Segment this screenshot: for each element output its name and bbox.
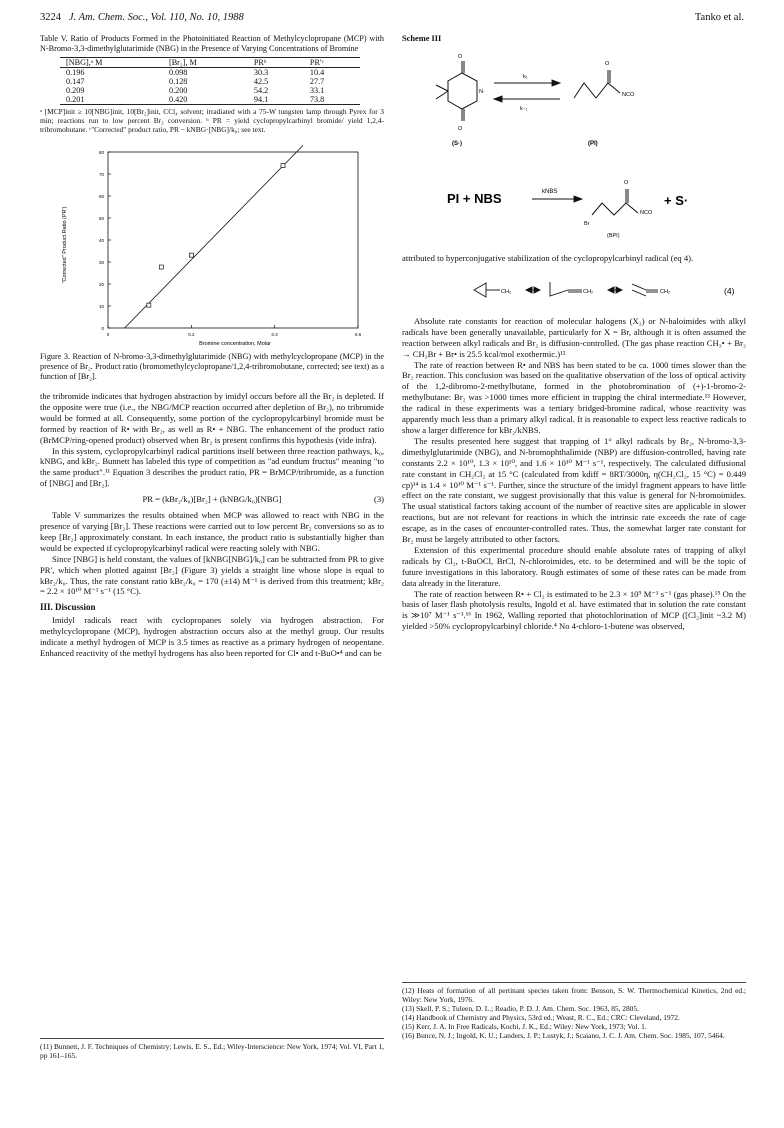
table-header: PR′ᶜ bbox=[309, 58, 324, 67]
paragraph: The rate of reaction between R• and NBS has been stated to be ca. 1000 times slower than the Br₂ reaction. This conclusion was based on the qualitative observation of the loss of optical activity of the 1,2-dibromo-2-methylbutane, formed in the photobromination of (+)-1-bromo-2-methylbutane: Br₂ was >1000 times more efficient in trapping the chiral intermediate.¹³ However, the radical in these experiments was a tertiary bridged-bromine radical, whose reactivity was apparently much less than a primary alkyl radical. It is reasonable to expect less reactive radicals to show a larger difference for kBr₂/kNBS. bbox=[402, 359, 746, 435]
journal-citation: J. Am. Chem. Soc., Vol. 110, No. 10, 1988 bbox=[68, 12, 244, 23]
paragraph: Absolute rate constants for reaction of molecular halogens (X₂) or N-haloimides with alkyl radicals have been generally unavailable, particularly for X = Br, although it is often assumed the reaction between alkyl radicals and Br₂ is diffusion-controlled. (The gas phase reaction CH₃• + Br₂ → CH₃Br + Br• is 25.5 kcal/mol exothermic.)¹² bbox=[402, 315, 746, 359]
y-tick-label: 80 bbox=[98, 150, 104, 155]
y-axis-label: "Corrected" Product Ratio (PR') bbox=[62, 206, 68, 284]
reference: (12) Heats of formation of all pertinant species taken from: Benson, S. W. Thermochemical Kinetics, 2nd ed.; Wiley: New York, 1976. bbox=[402, 986, 746, 1004]
table-cell: 27.7 bbox=[309, 77, 325, 86]
footnote-rule bbox=[402, 982, 746, 983]
reference: (15) Kerr, J. A. In Free Radicals, Kochi, J. K., Ed.; Wiley: New York, 1973; Vol. 1. bbox=[402, 1022, 647, 1031]
table-cell: 0.147 bbox=[66, 77, 85, 86]
table-cell: 73.8 bbox=[309, 95, 325, 104]
ch2-label: CH₂ bbox=[501, 288, 512, 295]
x-axis-label: Bromine concentration, Molar bbox=[199, 341, 271, 347]
pi-structure bbox=[574, 70, 620, 98]
nitrogen-radical-label: N· bbox=[479, 89, 485, 95]
x-tick-label: 0.2 bbox=[188, 332, 195, 337]
ch2-label: CH₂ bbox=[660, 288, 671, 295]
right-column bbox=[402, 34, 746, 632]
table-cell: 0.201 bbox=[66, 95, 85, 104]
data-point bbox=[159, 265, 163, 269]
table-cell: 54.2 bbox=[253, 86, 269, 95]
oxygen-label: O bbox=[624, 180, 629, 186]
nco-label: NCO bbox=[622, 92, 635, 98]
k-minus-1-label: k₋₁ bbox=[520, 106, 528, 112]
s-radical-label: (S·) bbox=[452, 141, 462, 147]
table-cell: 42.5 bbox=[253, 77, 269, 86]
right-footnotes bbox=[402, 986, 746, 1040]
table-cell: 10.4 bbox=[309, 68, 325, 77]
data-point bbox=[189, 253, 193, 257]
y-tick-label: 30 bbox=[98, 260, 104, 265]
table-row bbox=[60, 68, 360, 78]
table-cell: 0.196 bbox=[66, 68, 85, 77]
bromine-label: Br bbox=[584, 221, 590, 227]
equation-number: (3) bbox=[373, 494, 384, 505]
pi-label: (PI) bbox=[588, 141, 598, 147]
table-header: [NBG],ᵃ M bbox=[66, 58, 103, 67]
running-header bbox=[40, 12, 744, 23]
authors: Tanko et al. bbox=[694, 12, 744, 23]
oxygen-label: O bbox=[458, 54, 463, 60]
reference: (13) Skell, P. S.; Tuleen, D. L.; Readio, P. D. J. Am. Chem. Soc. 1963, 85, 2805. bbox=[402, 1004, 639, 1013]
table-cell: 0.098 bbox=[168, 68, 188, 77]
section-heading: III. Discussion bbox=[40, 602, 96, 613]
reference: (16) Bunce, N. J.; Ingold, K. U.; Landers, J. P.; Lustyk, J.; Scaiano, J. C. J. Am. Chem. Soc. 1985, 107, 5464. bbox=[402, 1031, 725, 1040]
imidyl-radical-structure bbox=[436, 61, 477, 121]
equation-number: (4) bbox=[724, 285, 735, 296]
y-tick-label: 40 bbox=[98, 238, 104, 243]
paragraph: Since [NBG] is held constant, the values of [kNBG[NBG]/k₀] can be subtracted from PR to give PR′, which when plotted against [Br₂] (Figure 3) yields a straight line whose slope is equal to kBr₂/k₀. Thus, the rate constant ratio kBr₂/k₀ = 170 (±14) M⁻¹ is derived from this treatment; kBr₂ = 2.2 × 10¹⁰ M⁻¹ s⁻¹ (15 °C). bbox=[40, 553, 384, 597]
table-header: PRᵇ bbox=[253, 58, 267, 67]
plot-frame bbox=[108, 152, 358, 328]
paragraph: Table V summarizes the results obtained when MCP was allowed to react with NBG in the presence of varying [Br₂]. These reactions were carried out to low percent Br₂ conversions so as to keep [Br₂] approximately constant. In each instance, the product ratio is substantially higher than would be expected if cyclopropylcarbinyl radical were reacting solely with NBG. bbox=[40, 510, 384, 553]
paragraph: Imidyl radicals react with cyclopropanes solely via hydrogen abstraction. For methylcyclopropane (MCP), hydrogen abstraction occurs also at the methyl group. Our results indicate a methyl hydrogen of MCP is 3.5 times as reactive as a primary hydrogen of neopentane. Enhanced reactivity of the methyl hydrogens has also been reported for Cl• and t-BuO•⁴ and can be bbox=[40, 615, 384, 659]
scheme-title: Scheme III bbox=[402, 34, 442, 43]
table-row bbox=[60, 77, 360, 86]
paragraph: The results presented here suggest that trapping of 1° alkyl radicals by Br₂, N-bromo-3,3-dimethylglutarimide (NBG), and N-bromophthalimide (NBP) are diffusion-controlled, having rate constants 2.2 × 10¹⁰, 1.3 × 10¹⁰, and 1.6 × 10¹⁰ M⁻¹ s⁻¹, respectively. The calculated diffusional rate constant in CH₂Cl₂ at 15 °C (calculated from kdiff = 8RT/3000η, η(CH₂Cl₂, 15 °C) = 0.449 cp)¹⁴ is 1.4 × 10¹⁰ M⁻¹ s⁻¹. Further, since the structure of the imidyl fragment appears to have little effect on the rate constant, we suggest provisionally that this value is general for N-bromoimides. The usual statistical factors taking account of the number of reactive sites are applicable in slower reactions, but are not relevant for reactions in which the intrinsic rate exceeds the rate of cage escape, as in the cases of encounter-controlled rates. Thus, the somewhat larger rate constant for Br₂ must be largely attributed to other factors. bbox=[402, 435, 746, 545]
page-number: 3224 bbox=[40, 12, 61, 23]
y-tick-label: 70 bbox=[98, 172, 104, 177]
plus-s-radical: + S· bbox=[664, 193, 689, 208]
paragraph: Extension of this experimental procedure should enable absolute rates of trapping of alkyl radicals by Cl₂, t-BuOCl, BrCl, N-chloroimides, etc. to be determined and will be the topic of future investigations in this laboratory. Rough estimates of some of these rates can be made from data already in the literature. bbox=[402, 544, 746, 588]
paragraph: The rate of reaction between R• + Cl₂ is estimated to be 2.3 × 10⁹ M⁻¹ s⁻¹ (gas phase).¹⁵ On the basis of laser flash photolysis results, Ingold et al. have estimated that in solution the rate constant is ≫10⁷ M⁻¹ s⁻¹.¹⁶ In 1962, Walling reported that photochlorination of MCP ([Cl₂]init ~3.2 M) yielded >50% cyclopropylcarbinyl chloride.⁴ No 4-chloro-1-butene was observed, bbox=[402, 588, 746, 632]
scheme-iii-diagram bbox=[402, 43, 746, 253]
reaction-arrow bbox=[532, 196, 582, 202]
oxygen-label: O bbox=[458, 126, 463, 132]
figure-3-chart bbox=[40, 140, 384, 350]
table-v bbox=[60, 57, 360, 105]
data-point bbox=[281, 164, 285, 168]
ch2-label: CH₂ bbox=[583, 288, 594, 295]
paragraph: attributed to hyperconjugative stabilization of the cyclopropylcarbinyl radical (eq 4). bbox=[402, 253, 694, 263]
x-tick-label: 0.4 bbox=[271, 332, 278, 337]
figure-3-caption: Figure 3. Reaction of N-bromo-3,3-dimethylglutarimide (NBG) with methylcyclopropane (MCP) in the presence of Br₂. Product ratio (bromomethylcyclopropane/1,2,4-tribromobutane, corrected; see text) as a function of [Br₂]. bbox=[40, 352, 384, 381]
oxygen-label: O bbox=[605, 61, 610, 67]
y-tick-label: 60 bbox=[98, 194, 104, 199]
table-header: [Br₂], M bbox=[168, 58, 197, 67]
y-tick-label: 50 bbox=[98, 216, 104, 221]
table-row bbox=[60, 86, 360, 95]
table-caption: Table V. Ratio of Products Formed in the Photoinitiated Reaction of Methylcyclopropane (MCP) with N-Bromo-3,3-dimethylglutarimide (NBG) in the Presence of Varying Concentrations of Bromine bbox=[40, 34, 384, 53]
table-cell: 94.1 bbox=[253, 95, 269, 104]
table-footnote: ᵃ [MCP]init ≥ 10[NBG]init, 10[Br₂]init, CCl₄ solvent; irradiated with a 75-W tungsten lamp through Pyrex for 3 min; reactions run to low percent Br₂ conversion. ᵇ PR = yield cyclopropylcarbinyl bromide/ yield 1,2,4-tribromobutane. ᶜ"Corrected" product ratio, PR − kNBG·[NBG]/k₀; see text. bbox=[40, 107, 384, 134]
table-cell: 0.200 bbox=[168, 86, 188, 95]
pi-plus-nbs: PI + NBS bbox=[447, 191, 502, 206]
reference: (14) Handbook of Chemistry and Physics, 53rd ed.; Weast, R. C., Ed.; CRC: Cleveland, 1972. bbox=[402, 1013, 680, 1022]
k-nbs-label: kNBS bbox=[542, 189, 558, 195]
bpi-structure bbox=[592, 189, 638, 215]
equation-3-body: PR = (kBr₂/k₀)[Br₂] + (kNBG/k₀)[NBG] bbox=[142, 494, 282, 505]
equilibrium-arrows bbox=[494, 80, 560, 102]
data-point bbox=[147, 303, 151, 307]
footnote-11: (11) Bunnett, J. F. Techniques of Chemistry; Lewis, E. S., Ed.; Wiley-Interscience: New York, 1974; Vol. VI, Part 1, pp 161–165. bbox=[40, 1042, 384, 1060]
left-column bbox=[40, 34, 384, 659]
paragraph: the tribromide indicates that hydrogen abstraction by imidyl occurs before all the Br₂ is depleted. If the opposite were true (i.e., the NBG/MCP reaction occurred after depletion of Br₂), no tribromide would be formed at all. Consequently, some portion of the cyclopropylcarbinyl bromide must be formed by reaction of R• with Br₂, as well as R• + NBG. The enhancement of the product ratio (BrMCP/ring-opened product) observed when Br₂ is present confirms this hypothesis (vide infra). bbox=[40, 391, 384, 445]
x-tick-label: 0.6 bbox=[354, 332, 362, 337]
table-cell: 33.1 bbox=[309, 86, 325, 95]
table-cell: 30.3 bbox=[253, 68, 269, 77]
table-cell: 0.420 bbox=[168, 95, 188, 104]
y-tick-label: 10 bbox=[98, 304, 104, 309]
equation-3 bbox=[40, 494, 384, 505]
table-cell: 0.128 bbox=[168, 77, 188, 86]
fit-line bbox=[125, 145, 303, 328]
bpi-label: (BPI) bbox=[607, 233, 620, 239]
k1-label: k₁ bbox=[523, 74, 528, 80]
paragraph: In this system, cyclopropylcarbinyl radical partitions itself between three reaction pathways, k₀, kNBG, and kBr₂. Bunnett has labeled this type of competition as "ad eundum fructus" meaning "to the same product".¹¹ Equation 3 describes the product ratio, PR = BrMCP/tribromide, as a function of [NBG] and [Br₂]. bbox=[40, 445, 384, 489]
x-tick-label: 0 bbox=[106, 332, 110, 337]
table-row bbox=[60, 95, 360, 105]
y-tick-label: 0 bbox=[101, 326, 104, 331]
y-tick-label: 20 bbox=[98, 282, 104, 287]
nco-label: NCO bbox=[640, 210, 653, 216]
table-cell: 0.209 bbox=[66, 86, 85, 95]
footnote-rule bbox=[40, 1038, 384, 1039]
equation-4-diagram bbox=[402, 270, 746, 310]
